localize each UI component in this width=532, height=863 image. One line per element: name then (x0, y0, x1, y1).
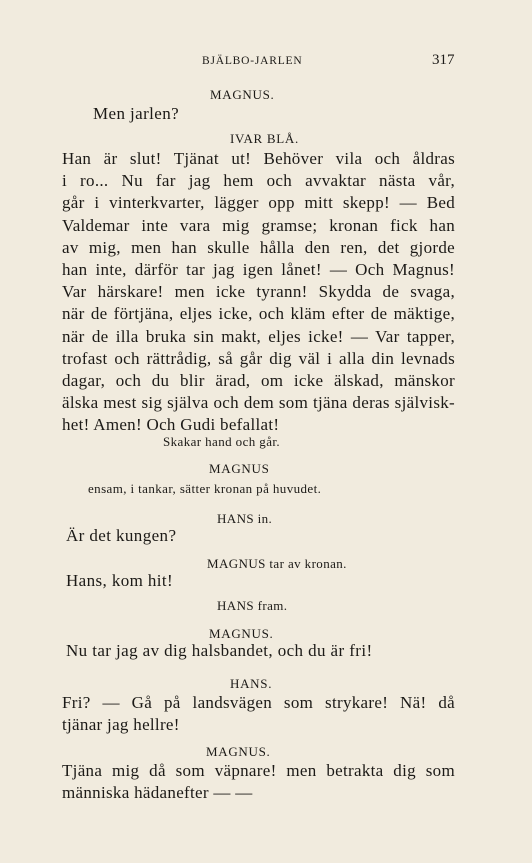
dialogue-line: Men jarlen? (93, 104, 180, 123)
text-line: går i vinterkvarter, lägger opp mitt skepp! — Bed (62, 193, 455, 213)
speaker-label: HANS. (230, 676, 273, 691)
stage-direction: HANS fram. (217, 598, 288, 613)
text-line: när de förtjäna, eljes icke, och kläm efter de mäktige, (62, 304, 455, 324)
text-line: dagar, och du blir ärad, om icke älskad, mänskor (62, 370, 455, 390)
text-line: het! Amen! Och Gudi befallat! (62, 415, 280, 435)
text-line: Fri? — Gå på landsvägen som strykare! Nä! då (62, 693, 455, 712)
speech-paragraph (62, 760, 455, 804)
speech-paragraph (62, 692, 455, 736)
text-line: trofast och rättrådig, så går dig väl i alla din levnads (62, 348, 455, 368)
text-line: Valdemar inte vara mig gramse; kronan fick han (62, 215, 455, 235)
speech-paragraph (62, 148, 455, 436)
text-line: han inte, därför tar jag igen lånet! — Och Magnus! (62, 259, 455, 279)
text-line: Tjäna mig då som väpnare! men betrakta dig som (62, 761, 455, 780)
running-title: BJÄLBO-JARLEN (202, 55, 303, 67)
text-line: tjänar jag hellre! (62, 715, 180, 735)
text-line: Han är slut! Tjänat ut! Behöver vila och åldras (62, 149, 455, 168)
text-line: älska mest sig själva och dem som tjäna deras självisk- (62, 393, 455, 413)
dialogue-line: Nu tar jag av dig halsbandet, och du är fri! (66, 641, 373, 660)
text-line: när de illa bruka sin makt, eljes icke! — Var tapper, (62, 326, 455, 346)
stage-direction: ensam, i tankar, sätter kronan på huvudet. (88, 481, 322, 496)
speaker-label: IVAR BLÅ. (230, 131, 299, 146)
dialogue-line: Hans, kom hit! (66, 571, 174, 590)
speaker-label: MAGNUS. (210, 87, 275, 102)
dialogue-line: Är det kungen? (66, 526, 177, 545)
text-line: människa hädanefter — — (62, 783, 253, 803)
stage-direction: HANS in. (217, 511, 273, 526)
stage-direction: MAGNUS tar av kronan. (207, 556, 347, 571)
stage-direction: Skakar hand och går. (163, 434, 281, 449)
text-line: av mig, men han skulle hålla den ren, det gjorde (62, 237, 455, 257)
speaker-label: MAGNUS. (206, 744, 271, 759)
speaker-label: MAGNUS. (209, 626, 274, 641)
speaker-label: MAGNUS (209, 461, 270, 476)
page-number: 317 (432, 52, 455, 68)
text-line: i ro... Nu far jag hem och avvaktar nästa vår, (62, 171, 455, 191)
text-line: Var härskare! men icke tyrann! Skydda de svaga, (62, 282, 455, 302)
